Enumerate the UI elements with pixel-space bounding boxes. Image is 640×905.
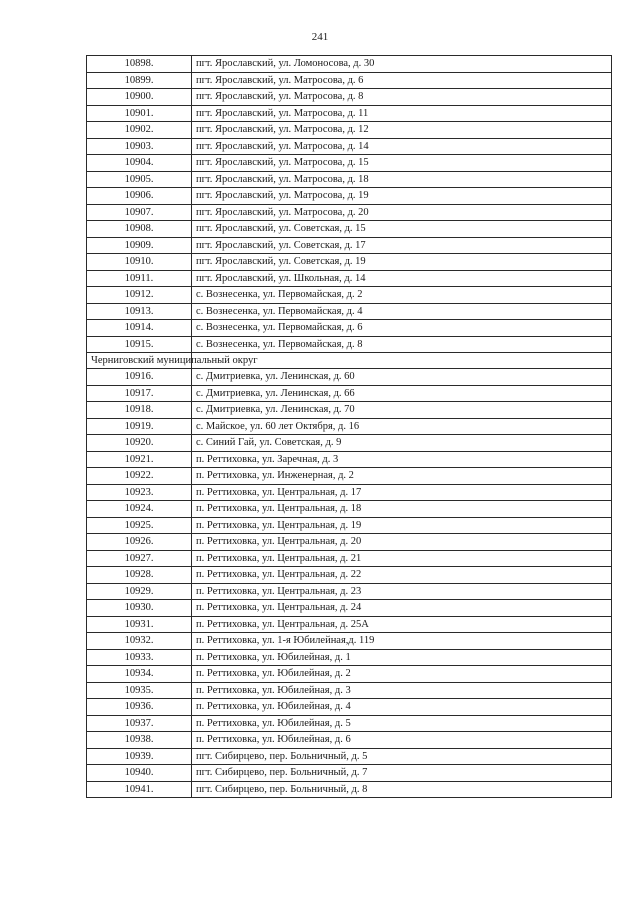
table-row bbox=[87, 765, 612, 782]
table-row bbox=[87, 633, 612, 650]
table-row bbox=[87, 418, 612, 435]
row-address: п. Реттиховка, ул. Центральная, д. 19 bbox=[192, 517, 612, 534]
table-row bbox=[87, 138, 612, 155]
table-row bbox=[87, 534, 612, 551]
row-number: 10910. bbox=[87, 254, 192, 271]
row-number: 10934. bbox=[87, 666, 192, 683]
table-row bbox=[87, 254, 612, 271]
row-number: 10921. bbox=[87, 451, 192, 468]
row-number: 10899. bbox=[87, 72, 192, 89]
row-address: п. Реттиховка, ул. Юбилейная, д. 2 bbox=[192, 666, 612, 683]
row-address: п. Реттиховка, ул. Юбилейная, д. 1 bbox=[192, 649, 612, 666]
row-number: 10904. bbox=[87, 155, 192, 172]
row-address: пгт. Сибирцево, пер. Больничный, д. 8 bbox=[192, 781, 612, 798]
row-address: с. Дмитриевка, ул. Ленинская, д. 66 bbox=[192, 385, 612, 402]
row-address: с. Дмитриевка, ул. Ленинская, д. 60 bbox=[192, 369, 612, 386]
row-address: п. Реттиховка, ул. Юбилейная, д. 5 bbox=[192, 715, 612, 732]
row-address: пгт. Ярославский, ул. Матросова, д. 8 bbox=[192, 89, 612, 106]
table-row bbox=[87, 270, 612, 287]
row-number: 10936. bbox=[87, 699, 192, 716]
table-row bbox=[87, 336, 612, 353]
table-row bbox=[87, 649, 612, 666]
row-address: пгт. Ярославский, ул. Матросова, д. 6 bbox=[192, 72, 612, 89]
row-address: п. Реттиховка, ул. Инженерная, д. 2 bbox=[192, 468, 612, 485]
table-row bbox=[87, 583, 612, 600]
row-address: п. Реттиховка, ул. Юбилейная, д. 3 bbox=[192, 682, 612, 699]
table-row bbox=[87, 616, 612, 633]
table-row bbox=[87, 682, 612, 699]
row-address: с. Вознесенка, ул. Первомайская, д. 6 bbox=[192, 320, 612, 337]
row-number: 10932. bbox=[87, 633, 192, 650]
row-number: 10907. bbox=[87, 204, 192, 221]
row-number: 10938. bbox=[87, 732, 192, 749]
row-address: п. Реттиховка, ул. Центральная, д. 23 bbox=[192, 583, 612, 600]
row-number: 10906. bbox=[87, 188, 192, 205]
row-number: 10909. bbox=[87, 237, 192, 254]
row-number: 10916. bbox=[87, 369, 192, 386]
table-row bbox=[87, 369, 612, 386]
group-name: Черниговский муниципальный округ bbox=[87, 353, 192, 369]
row-address: п. Реттиховка, ул. Центральная, д. 24 bbox=[192, 600, 612, 617]
row-address: пгт. Ярославский, ул. Ломоносова, д. 30 bbox=[192, 56, 612, 73]
table-row bbox=[87, 468, 612, 485]
table-row bbox=[87, 550, 612, 567]
row-address: п. Реттиховка, ул. Юбилейная, д. 6 bbox=[192, 732, 612, 749]
row-address: п. Реттиховка, ул. Центральная, д. 25А bbox=[192, 616, 612, 633]
table-row bbox=[87, 155, 612, 172]
table-row bbox=[87, 781, 612, 798]
row-address: п. Реттиховка, ул. Центральная, д. 21 bbox=[192, 550, 612, 567]
table-row bbox=[87, 188, 612, 205]
row-address: п. Реттиховка, ул. Юбилейная, д. 4 bbox=[192, 699, 612, 716]
row-number: 10912. bbox=[87, 287, 192, 304]
table-row bbox=[87, 666, 612, 683]
row-number: 10900. bbox=[87, 89, 192, 106]
address-table-body bbox=[87, 56, 612, 798]
row-address: п. Реттиховка, ул. Центральная, д. 17 bbox=[192, 484, 612, 501]
table-row bbox=[87, 105, 612, 122]
row-number: 10919. bbox=[87, 418, 192, 435]
row-address: пгт. Ярославский, ул. Матросова, д. 11 bbox=[192, 105, 612, 122]
row-address: с. Майское, ул. 60 лет Октября, д. 16 bbox=[192, 418, 612, 435]
row-number: 10928. bbox=[87, 567, 192, 584]
group-row bbox=[87, 353, 612, 369]
row-address: пгт. Ярославский, ул. Школьная, д. 14 bbox=[192, 270, 612, 287]
table-row bbox=[87, 699, 612, 716]
table-row bbox=[87, 303, 612, 320]
table-row bbox=[87, 501, 612, 518]
table-row bbox=[87, 567, 612, 584]
table-row bbox=[87, 204, 612, 221]
row-number: 10925. bbox=[87, 517, 192, 534]
row-number: 10941. bbox=[87, 781, 192, 798]
row-number: 10922. bbox=[87, 468, 192, 485]
table-row bbox=[87, 221, 612, 238]
table-row bbox=[87, 715, 612, 732]
row-address: п. Реттиховка, ул. Центральная, д. 20 bbox=[192, 534, 612, 551]
address-table bbox=[86, 55, 612, 798]
table-row bbox=[87, 748, 612, 765]
row-address: с. Вознесенка, ул. Первомайская, д. 8 bbox=[192, 336, 612, 353]
page-number: 241 bbox=[311, 31, 329, 43]
row-address: п. Реттиховка, ул. Заречная, д. 3 bbox=[192, 451, 612, 468]
row-address: пгт. Ярославский, ул. Советская, д. 19 bbox=[192, 254, 612, 271]
row-number: 10935. bbox=[87, 682, 192, 699]
row-number: 10939. bbox=[87, 748, 192, 765]
row-address: п. Реттиховка, ул. Центральная, д. 22 bbox=[192, 567, 612, 584]
row-number: 10901. bbox=[87, 105, 192, 122]
table-row bbox=[87, 732, 612, 749]
row-number: 10915. bbox=[87, 336, 192, 353]
table-row bbox=[87, 89, 612, 106]
row-number: 10914. bbox=[87, 320, 192, 337]
table-row bbox=[87, 484, 612, 501]
row-number: 10937. bbox=[87, 715, 192, 732]
row-number: 10923. bbox=[87, 484, 192, 501]
row-number: 10940. bbox=[87, 765, 192, 782]
table-row bbox=[87, 600, 612, 617]
row-number: 10902. bbox=[87, 122, 192, 139]
row-number: 10929. bbox=[87, 583, 192, 600]
row-address: с. Дмитриевка, ул. Ленинская, д. 70 bbox=[192, 402, 612, 419]
row-address: с. Синий Гай, ул. Советская, д. 9 bbox=[192, 435, 612, 452]
table-row bbox=[87, 122, 612, 139]
table-row bbox=[87, 72, 612, 89]
row-address: п. Реттиховка, ул. Центральная, д. 18 bbox=[192, 501, 612, 518]
row-number: 10933. bbox=[87, 649, 192, 666]
row-number: 10920. bbox=[87, 435, 192, 452]
row-number: 10924. bbox=[87, 501, 192, 518]
table-row bbox=[87, 320, 612, 337]
row-address: пгт. Ярославский, ул. Советская, д. 15 bbox=[192, 221, 612, 238]
row-address: пгт. Ярославский, ул. Матросова, д. 15 bbox=[192, 155, 612, 172]
row-number: 10931. bbox=[87, 616, 192, 633]
table-row bbox=[87, 171, 612, 188]
table-row bbox=[87, 287, 612, 304]
row-number: 10905. bbox=[87, 171, 192, 188]
row-address: с. Вознесенка, ул. Первомайская, д. 2 bbox=[192, 287, 612, 304]
row-number: 10930. bbox=[87, 600, 192, 617]
row-address: пгт. Ярославский, ул. Матросова, д. 14 bbox=[192, 138, 612, 155]
row-number: 10927. bbox=[87, 550, 192, 567]
row-address: пгт. Сибирцево, пер. Больничный, д. 7 bbox=[192, 765, 612, 782]
row-address: пгт. Ярославский, ул. Матросова, д. 18 bbox=[192, 171, 612, 188]
row-number: 10913. bbox=[87, 303, 192, 320]
table-row bbox=[87, 56, 612, 73]
table-row bbox=[87, 451, 612, 468]
row-address: п. Реттиховка, ул. 1-я Юбилейная,д. 119 bbox=[192, 633, 612, 650]
table-row bbox=[87, 435, 612, 452]
row-number: 10898. bbox=[87, 56, 192, 73]
table-row bbox=[87, 385, 612, 402]
row-address: пгт. Сибирцево, пер. Больничный, д. 5 bbox=[192, 748, 612, 765]
row-number: 10908. bbox=[87, 221, 192, 238]
table-row bbox=[87, 517, 612, 534]
row-number: 10918. bbox=[87, 402, 192, 419]
row-number: 10903. bbox=[87, 138, 192, 155]
row-address: пгт. Ярославский, ул. Матросова, д. 12 bbox=[192, 122, 612, 139]
row-number: 10926. bbox=[87, 534, 192, 551]
table-row bbox=[87, 237, 612, 254]
row-address: пгт. Ярославский, ул. Матросова, д. 19 bbox=[192, 188, 612, 205]
row-address: пгт. Ярославский, ул. Матросова, д. 20 bbox=[192, 204, 612, 221]
row-address: с. Вознесенка, ул. Первомайская, д. 4 bbox=[192, 303, 612, 320]
table-row bbox=[87, 402, 612, 419]
row-number: 10911. bbox=[87, 270, 192, 287]
row-address: пгт. Ярославский, ул. Советская, д. 17 bbox=[192, 237, 612, 254]
row-number: 10917. bbox=[87, 385, 192, 402]
